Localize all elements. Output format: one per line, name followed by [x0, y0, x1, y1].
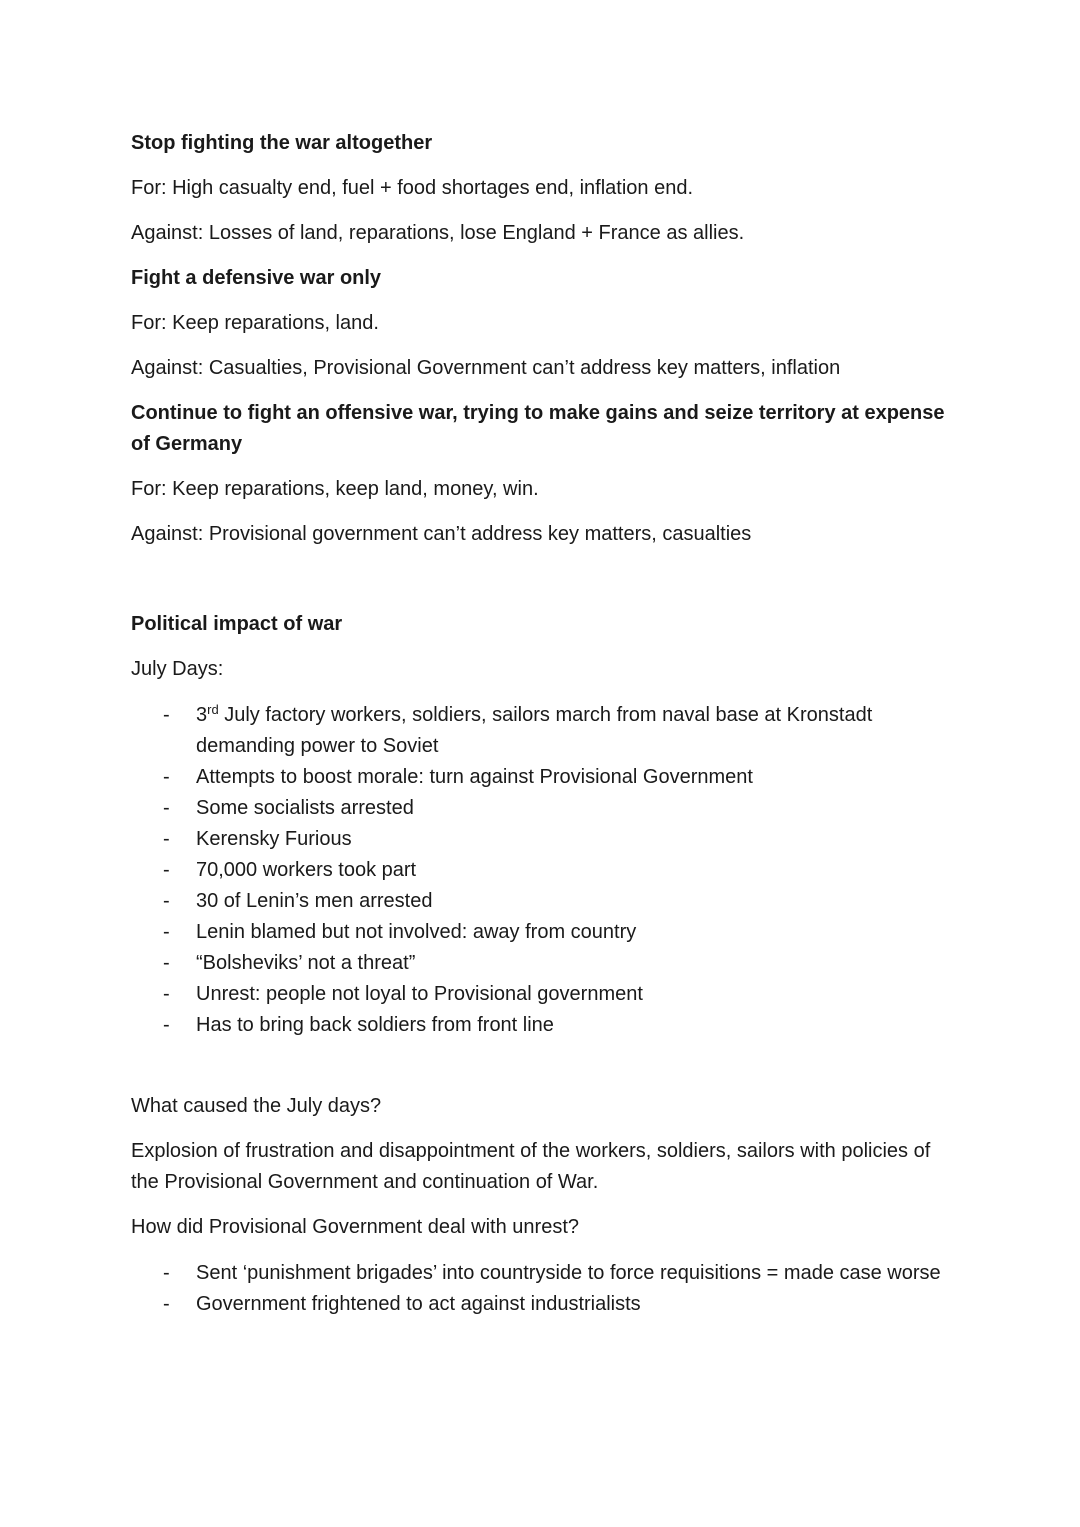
- july-days-list: [131, 700, 961, 1041]
- heading-offensive-war: Continue to fight an offensive war, trying to make gains and seize territory at expense of Germany: [131, 402, 945, 455]
- list-item: - 30 of Lenin’s men arrested: [131, 886, 961, 917]
- defensive-war-against: Against: Casualties, Provisional Government can’t address key matters, inflation: [131, 357, 841, 379]
- list-item: - Kerensky Furious: [131, 824, 961, 855]
- defensive-war-for: For: Keep reparations, land.: [131, 312, 379, 334]
- stop-war-for: For: High casualty end, fuel + food shortages end, inflation end.: [131, 177, 694, 199]
- list-item: - Lenin blamed but not involved: away from country: [131, 917, 961, 948]
- list-item: - Government frightened to act against industrialists: [131, 1289, 961, 1320]
- list-item: - Sent ‘punishment brigades’ into countryside to force requisitions = made case worse: [131, 1258, 961, 1289]
- unrest-question: How did Provisional Government deal with unrest?: [131, 1216, 579, 1238]
- document-page: [131, 128, 961, 1320]
- list-item: [131, 700, 961, 762]
- heading-defensive-war: Fight a defensive war only: [131, 267, 382, 289]
- july-days-label: July Days:: [131, 658, 224, 680]
- ordinal-suffix: rd: [207, 702, 219, 717]
- causes-question: What caused the July days?: [131, 1095, 382, 1117]
- list-item: - “Bolsheviks’ not a threat”: [131, 948, 961, 979]
- causes-answer: Explosion of frustration and disappointment of the workers, soldiers, sailors with policies of the Provisional Government and continuation of War.: [131, 1140, 931, 1193]
- july-date-number: 3: [196, 704, 208, 726]
- heading-stop-war: Stop fighting the war altogether: [131, 132, 433, 154]
- list-item: - Has to bring back soldiers from front line: [131, 1010, 961, 1041]
- list-item: - Attempts to boost morale: turn against Provisional Government: [131, 762, 961, 793]
- offensive-war-against: Against: Provisional government can’t address key matters, casualties: [131, 523, 752, 545]
- list-item: - Some socialists arrested: [131, 793, 961, 824]
- unrest-list: [131, 1258, 961, 1320]
- stop-war-against: Against: Losses of land, reparations, lose England + France as allies.: [131, 222, 745, 244]
- july-march-text: July factory workers, soldiers, sailors march from naval base at Kronstadt demanding power to Soviet: [196, 704, 873, 757]
- list-item: - Unrest: people not loyal to Provisional government: [131, 979, 961, 1010]
- offensive-war-for: For: Keep reparations, keep land, money, win.: [131, 478, 539, 500]
- heading-political-impact: Political impact of war: [131, 613, 343, 635]
- list-item: - 70,000 workers took part: [131, 855, 961, 886]
